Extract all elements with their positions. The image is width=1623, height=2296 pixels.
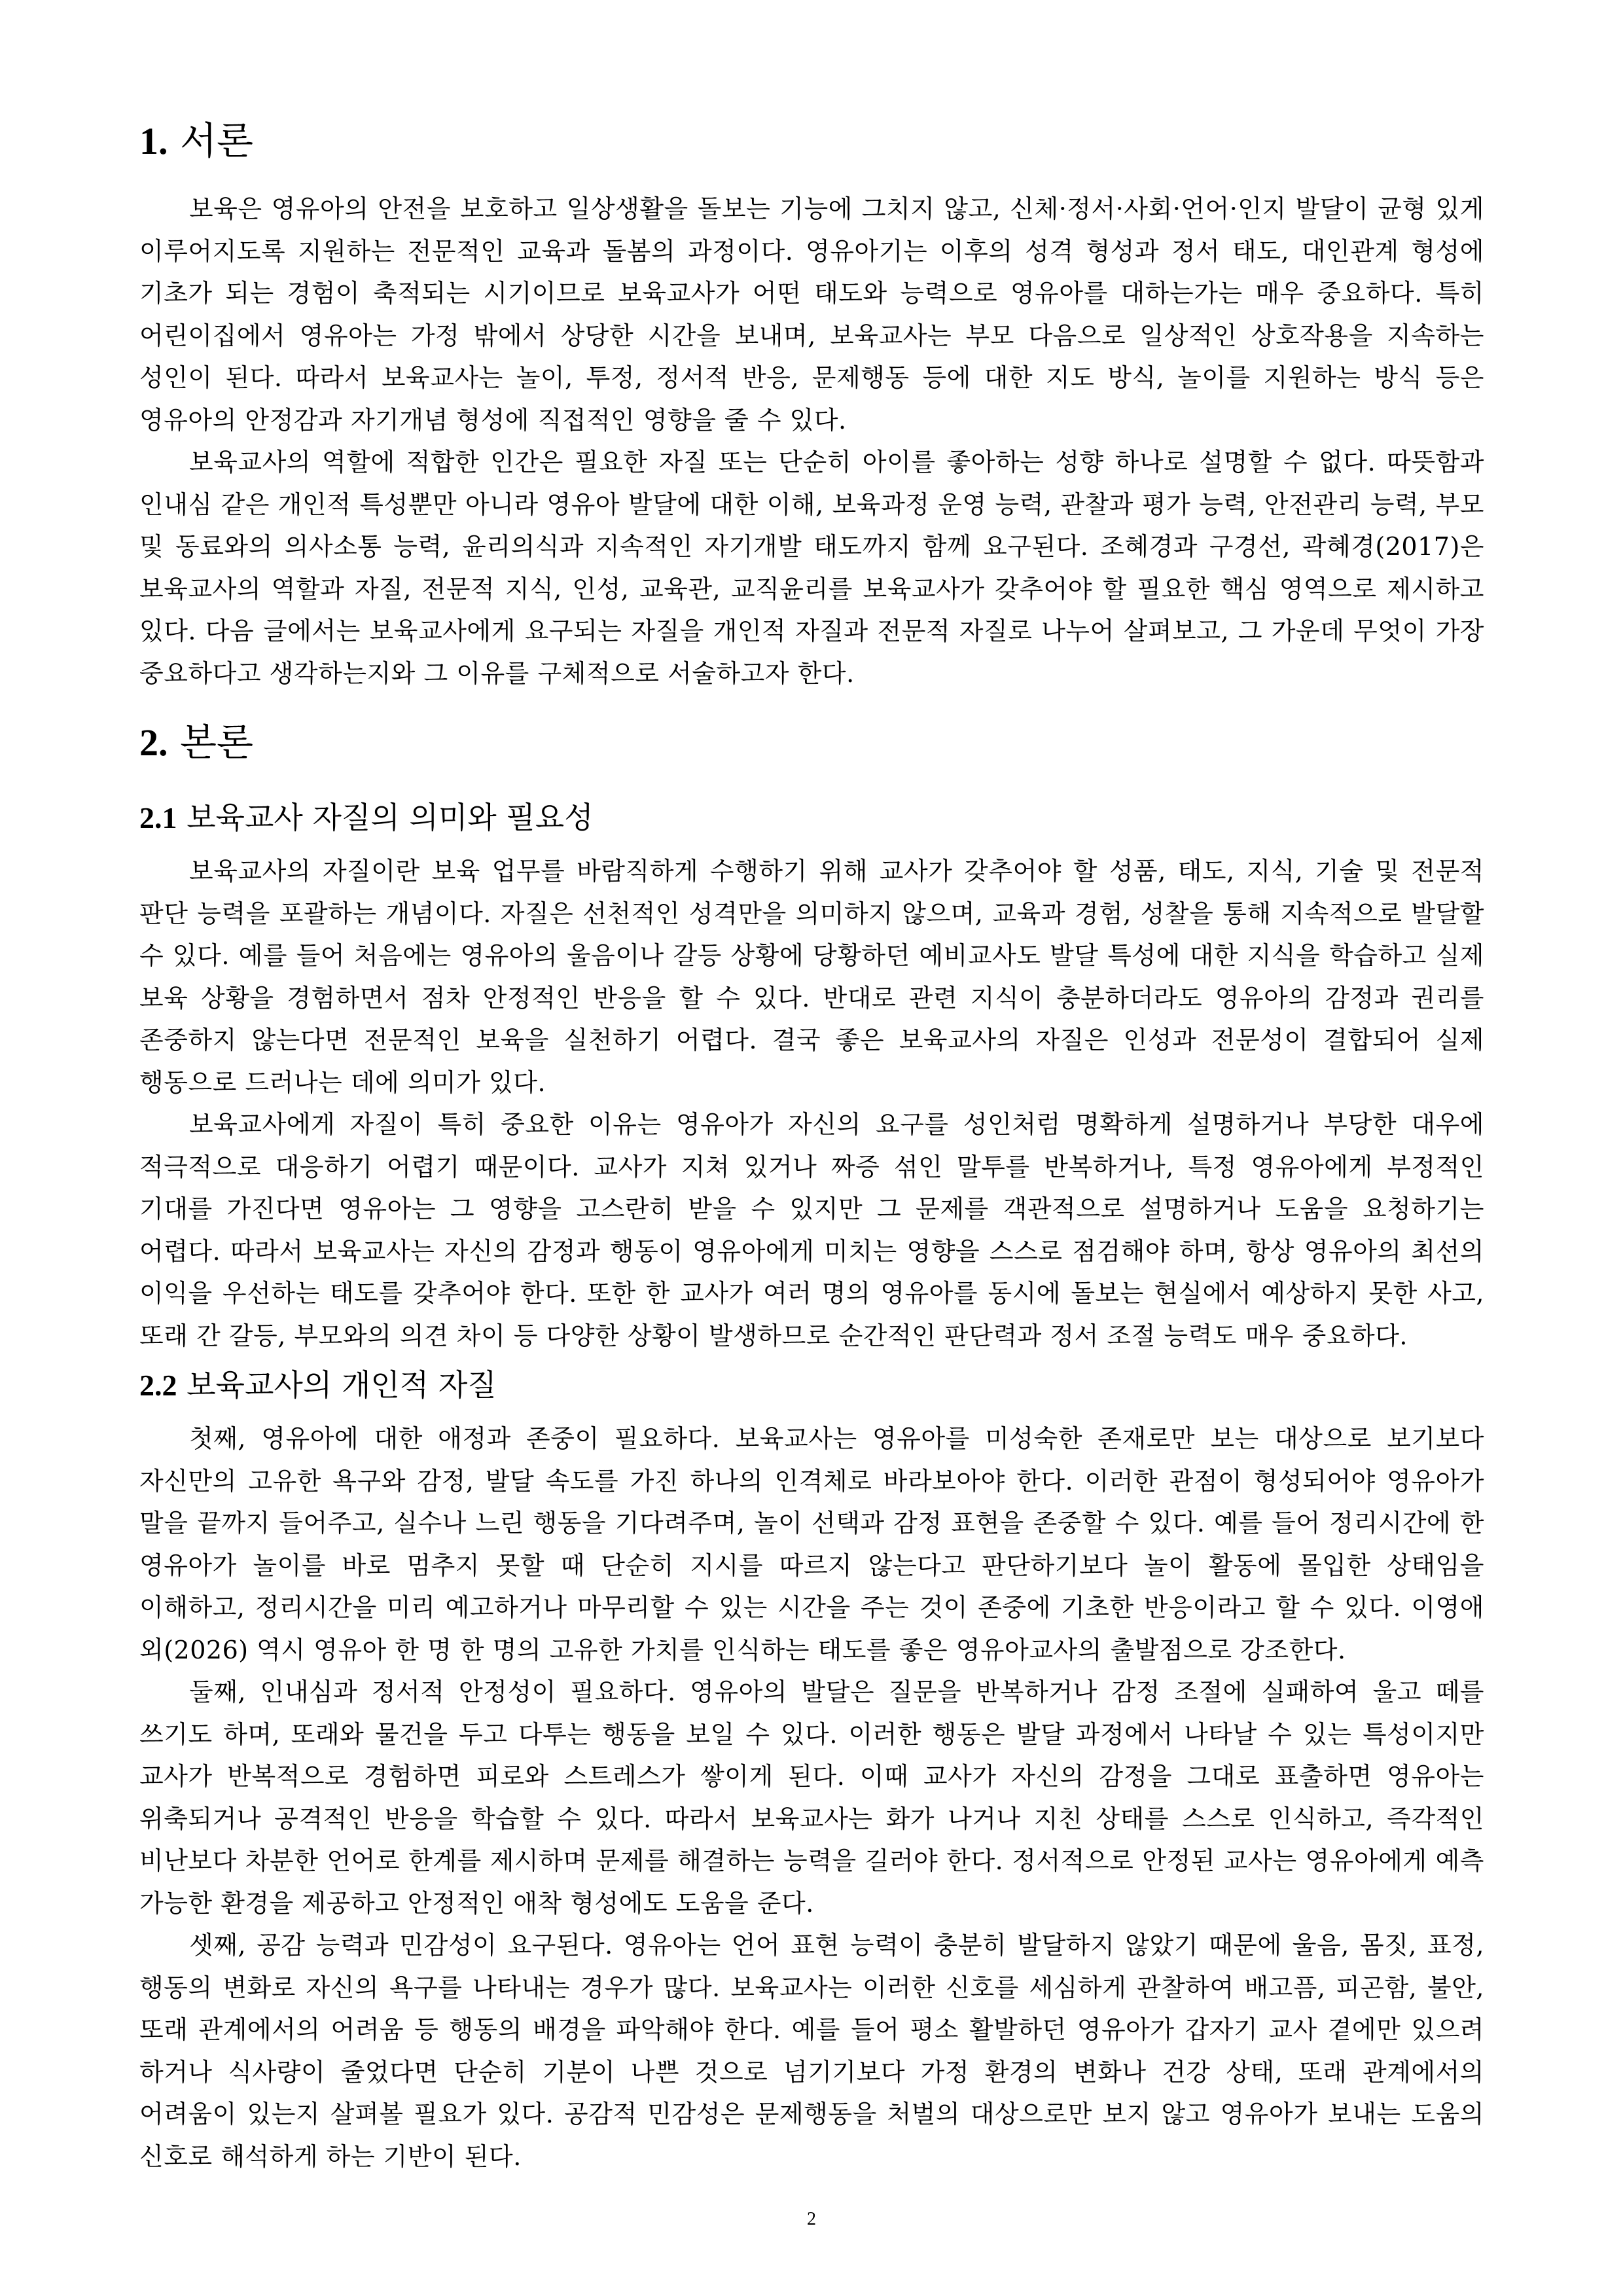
- body-paragraph: 셋째, 공감 능력과 민감성이 요구된다. 영유아는 언어 표현 능력이 충분히 발달하지 않았기 때문에 울음, 몸짓, 표정, 행동의 변화로 자신의 욕구를 나타내는 경우가 많다. 보육교사는 이러한 신호를 세심하게 관찰하여 배고픔, 피곤함, 불안, 또래 관계에서의 어려움 등 행동의 배경을 파악해야 한다. 예를 들어 평소 활발하던 영유아가 갑자기 교사 곁에만 있으려 하거나 식사량이 줄었다면 단순히 기분이 나쁜 것으로 넘기기보다 가정 환경의 변화나 건강 상태, 또래 관계에서의 어려움이 있는지 살펴볼 필요가 있다. 공감적 민감성은 문제행동을 처벌의 대상으로만 보지 않고 영유아가 보내는 도움의 신호로 해석하게 하는 기반이 된다.: [139, 1931, 1484, 2171]
- body-paragraph: 둘째, 인내심과 정서적 안정성이 필요하다. 영유아의 발달은 질문을 반복하거나 감정 조절에 실패하여 울고 떼를 쓰기도 하며, 또래와 물건을 두고 다투는 행동을 보일 수 있다. 이러한 행동은 발달 과정에서 나타날 수 있는 특성이지만 교사가 반복적으로 경험하면 피로와 스트레스가 쌓이게 된다. 이때 교사가 자신의 감정을 그대로 표출하면 영유아는 위축되거나 공격적인 반응을 학습할 수 있다. 따라서 보육교사는 화가 나거나 지친 상태를 스스로 인식하고, 즉각적인 비난보다 차분한 언어로 한계를 제시하며 문제를 해결하는 능력을 길러야 한다. 정서적으로 안정된 교사는 영유아에게 예측 가능한 환경을 제공하고 안정적인 애착 형성에도 도움을 준다.: [139, 1677, 1484, 1918]
- subsection-heading: [139, 1357, 1484, 1414]
- page-content: [139, 105, 1484, 2178]
- section-number: 2.: [139, 721, 168, 764]
- section-title: 서론: [179, 118, 253, 163]
- subsection-title: 보육교사 자질의 의미와 필요성: [187, 800, 594, 835]
- subsection-number: 2.1: [139, 801, 177, 834]
- page-number: 2: [807, 2209, 816, 2229]
- body-paragraph: 보육교사의 자질이란 보육 업무를 바람직하게 수행하기 위해 교사가 갖추어야 할 성품, 태도, 지식, 기술 및 전문적 판단 능력을 포괄하는 개념이다. 자질은 선천적인 성격만을 의미하지 않으며, 교육과 경험, 성찰을 통해 지속적으로 발달할 수 있다. 예를 들어 처음에는 영유아의 울음이나 갈등 상황에 당황하던 예비교사도 발달 특성에 대한 지식을 학습하고 실제 보육 상황을 경험하면서 점차 안정적인 반응을 할 수 있다. 반대로 관련 지식이 충분하더라도 영유아의 감정과 권리를 존중하지 않는다면 전문적인 보육을 실천하기 어렵다. 결국 좋은 보육교사의 자질은 인성과 전문성이 결합되어 실제 행동으로 드러나는 데에 의미가 있다.: [139, 857, 1484, 1097]
- body-paragraph: 보육교사에게 자질이 특히 중요한 이유는 영유아가 자신의 요구를 성인처럼 명확하게 설명하거나 부당한 대우에 적극적으로 대응하기 어렵기 때문이다. 교사가 지쳐 있거나 짜증 섞인 말투를 반복하거나, 특정 영유아에게 부정적인 기대를 가진다면 영유아는 그 영향을 고스란히 받을 수 있지만 그 문제를 객관적으로 설명하거나 도움을 요청하기는 어렵다. 따라서 보육교사는 자신의 감정과 행동이 영유아에게 미치는 영향을 스스로 점검해야 하며, 항상 영유아의 최선의 이익을 우선하는 태도를 갖추어야 한다. 또한 한 교사가 여러 명의 영유아를 동시에 돌보는 현실에서 예상하지 못한 사고, 또래 간 갈등, 부모와의 의견 차이 등 다양한 상황이 발생하므로 순간적인 판단력과 정서 조절 능력도 매우 중요하다.: [139, 1110, 1484, 1350]
- section-number: 1.: [139, 120, 168, 162]
- body-paragraph: 첫째, 영유아에 대한 애정과 존중이 필요하다. 보육교사는 영유아를 미성숙한 존재로만 보는 대상으로 보기보다 자신만의 고유한 욕구와 감정, 발달 속도를 가진 하나의 인격체로 바라보아야 한다. 이러한 관점이 형성되어야 영유아가 말을 끝까지 들어주고, 실수나 느린 행동을 기다려주며, 놀이 선택과 감정 표현을 존중할 수 있다. 예를 들어 정리시간에 한 영유아가 놀이를 바로 멈추지 못할 때 단순히 지시를 따르지 않는다고 판단하기보다 놀이 활동에 몰입한 상태임을 이해하고, 정리시간을 미리 예고하거나 마무리할 수 있는 시간을 주는 것이 존중에 기초한 반응이라고 할 수 있다. 이영애 외(2026) 역시 영유아 한 명 한 명의 고유한 가치를 인식하는 태도를 좋은 영유아교사의 출발점으로 강조한다.: [139, 1424, 1484, 1664]
- subsection-title: 보육교사의 개인적 자질: [187, 1367, 497, 1403]
- section-heading-introduction: [139, 105, 1484, 177]
- subsection-heading: [139, 789, 1484, 846]
- body-paragraph: 보육은 영유아의 안전을 보호하고 일상생활을 돌보는 기능에 그치지 않고, 신체·정서·사회·언어·인지 발달이 균형 있게 이루어지도록 지원하는 전문적인 교육과 돌봄의 과정이다. 영유아기는 이후의 성격 형성과 정서 태도, 대인관계 형성에 기초가 되는 경험이 축적되는 시기이므로 보육교사가 어떤 태도와 능력으로 영유아를 대하는가는 매우 중요하다. 특히 어린이집에서 영유아는 가정 밖에서 상당한 시간을 보내며, 보육교사는 부모 다음으로 일상적인 상호작용을 지속하는 성인이 된다. 따라서 보육교사는 놀이, 투정, 정서적 반응, 문제행동 등에 대한 지도 방식, 놀이를 지원하는 방식 등은 영유아의 안정감과 자기개념 형성에 직접적인 영향을 줄 수 있다.: [139, 194, 1484, 435]
- section-heading-body: [139, 706, 1484, 779]
- subsection-number: 2.2: [139, 1369, 177, 1402]
- body-paragraph: 보육교사의 역할에 적합한 인간은 필요한 자질 또는 단순히 아이를 좋아하는 성향 하나로 설명할 수 없다. 따뜻함과 인내심 같은 개인적 특성뿐만 아니라 영유아 발달에 대한 이해, 보육과정 운영 능력, 관찰과 평가 능력, 안전관리 능력, 부모 및 동료와의 의사소통 능력, 윤리의식과 지속적인 자기개발 태도까지 함께 요구된다. 조혜경과 구경선, 곽혜경(2017)은 보육교사의 역할과 자질, 전문적 지식, 인성, 교육관, 교직윤리를 보육교사가 갖추어야 할 필요한 핵심 영역으로 제시하고 있다. 다음 글에서는 보육교사에게 요구되는 자질을 개인적 자질과 전문적 자질로 나누어 살펴보고, 그 가운데 무엇이 가장 중요하다고 생각하는지와 그 이유를 구체적으로 서술하고자 한다.: [139, 448, 1484, 688]
- section-title: 본론: [179, 720, 253, 764]
